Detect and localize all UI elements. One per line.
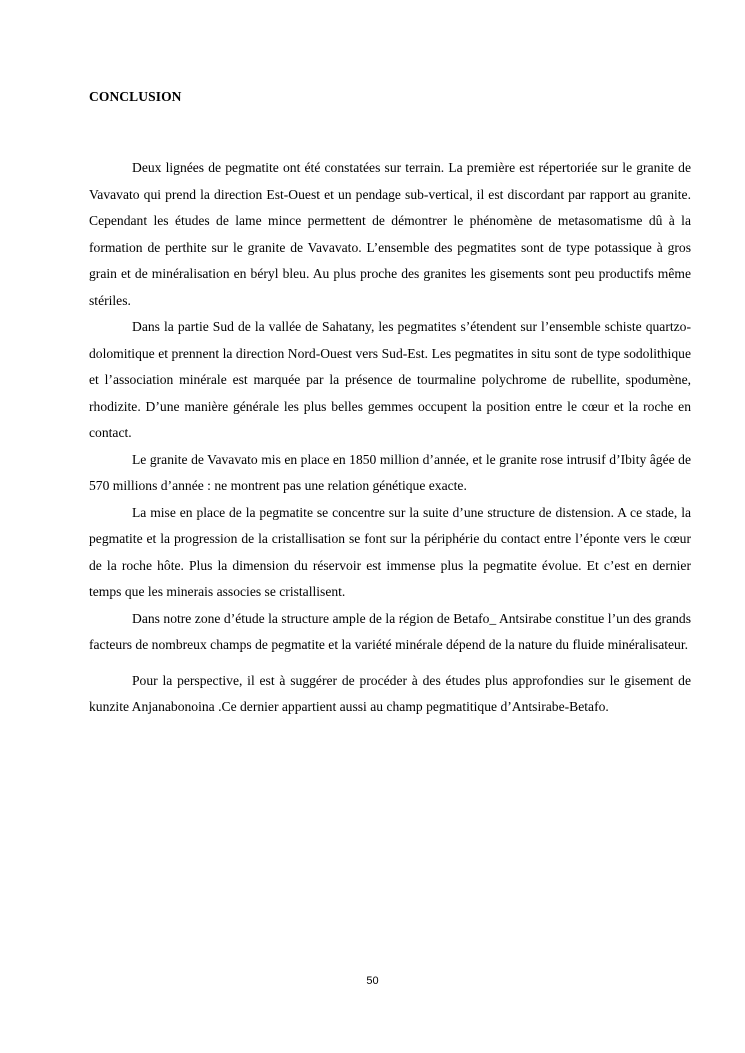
paragraph: Dans la partie Sud de la vallée de Sahatany, les pegmatites s’étendent sur l’ensemble schiste quartzo-dolomitique et prennent la direction Nord-Ouest vers Sud-Est. Les pegmatites in situ sont de type sodolithique et l’association minérale est marquée par la présence de tourmaline polychrome de rubellite, spodumène, rhodizite. D’une manière générale les plus belles gemmes occupent la position entre le cœur et la roche en contact. (89, 319, 691, 440)
paragraph: La mise en place de la pegmatite se concentre sur la suite d’une structure de distension. A ce stade, la pegmatite et la progression de la cristallisation se font sur la périphérie du contact entre l’éponte vers le cœur de la roche hôte. Plus la dimension du réservoir est immense plus la pegmatite évolue. Et c’est en dernier temps que les minerais associes se cristallisent. (89, 504, 691, 599)
paragraph-perspective: Pour la perspective, il est à suggérer de procéder à des études plus approfondies sur le gisement de kunzite Anjanabonoina .Ce dernier appartient aussi au champ pegmatitique d’Antsirabe-Betafo. (89, 672, 691, 714)
conclusion-body (89, 155, 691, 721)
section-heading: CONCLUSION (89, 89, 182, 104)
paragraph: Deux lignées de pegmatite ont été constatées sur terrain. La première est répertoriée sur le granite de Vavavato qui prend la direction Est-Ouest et un pendage sub-vertical, il est discordant par rapport au granite. Cependant les études de lame mince permettent de démontrer le phénomène de metasomatisme dû à la formation de perthite sur le granite de Vavavato. L’ensemble des pegmatites sont de type potassique à gros grain et de minéralisation en béryl bleu. Au plus proche des granites les gisements sont peu productifs même stériles. (89, 160, 691, 308)
paragraph: Dans notre zone d’étude la structure ample de la région de Betafo_ Antsirabe constitue l’un des grands facteurs de nombreux champs de pegmatite et la variété minérale dépend de la nature du fluide minéralisateur. (89, 610, 691, 652)
paragraph: Le granite de Vavavato mis en place en 1850 million d’année, et le granite rose intrusif d’Ibity âgée de 570 millions d’année : ne montrent pas une relation génétique exacte. (89, 451, 691, 493)
page-number: 50 (366, 975, 379, 987)
